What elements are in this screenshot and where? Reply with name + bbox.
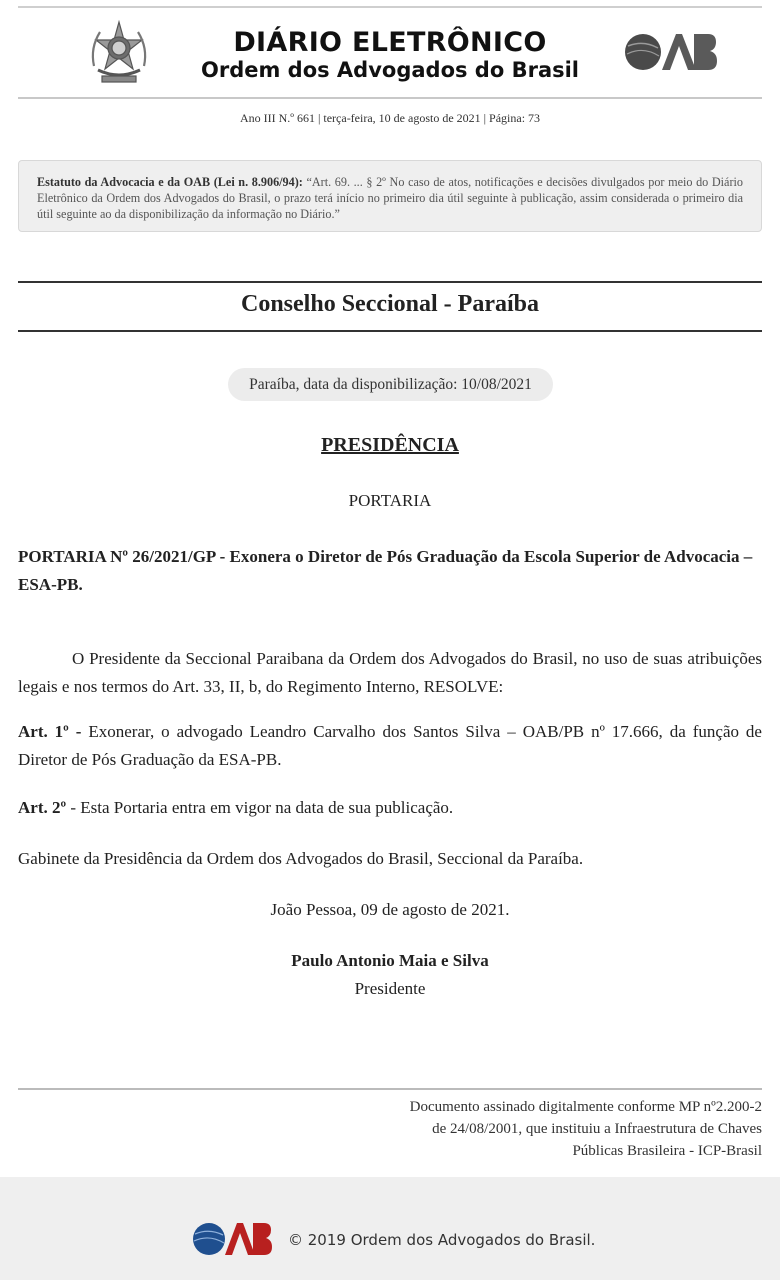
document-type: PORTARIA [348, 491, 432, 510]
preamble-text: O Presidente da Seccional Paraibana da Ordem dos Advogados do Brasil, no uso de suas atribuições legais e nos termos do Art. 33, II, b, do Regimento Interno, RESOLVE: [18, 649, 762, 696]
place-date: João Pessoa, 09 de agosto de 2021. [270, 900, 510, 919]
section-divider-top [18, 281, 762, 283]
header [18, 10, 762, 96]
preamble-paragraph [18, 645, 762, 701]
article-1-label: Art. 1º - [18, 722, 82, 741]
oab-logo-icon [624, 32, 718, 72]
signer-role: Presidente [354, 979, 426, 998]
top-divider [18, 6, 762, 8]
portaria-heading: PORTARIA Nº 26/2021/GP - Exonera o Diretor de Pós Graduação da Escola Superior de Advocacia – ESA-PB. [18, 547, 753, 594]
availability-date-badge: Paraíba, data da disponibilização: 10/08/2021 [228, 368, 553, 401]
footer [0, 1177, 780, 1280]
journal-subtitle: Ordem dos Advogados do Brasil [200, 58, 580, 82]
article-1 [18, 718, 762, 774]
legal-notice [18, 160, 762, 232]
article-2-label: Art. 2º [18, 798, 67, 817]
signer-name: Paulo Antonio Maia e Silva [291, 951, 489, 970]
article-2-text: - Esta Portaria entra em vigor na data de sua publicação. [66, 798, 454, 817]
copyright-text: © 2019 Ordem dos Advogados do Brasil. [288, 1231, 596, 1249]
section-title: Conselho Seccional - Paraíba [241, 291, 539, 317]
edition-info: Ano III N.º 661 | terça-feira, 10 de agosto de 2021 | Página: 73 [239, 111, 541, 125]
unit-heading: PRESIDÊNCIA [321, 434, 459, 456]
digital-signature-note: Documento assinado digitalmente conforme MP nº2.200-2 de 24/08/2001, que instituiu a Infraestrutura de Chaves Públicas Brasileira - ICP-Brasil [409, 1099, 762, 1159]
notice-text: “Art. 69. ... § 2º No caso de atos, notificações e decisões divulgados por meio do Diário Eletrônico da Ordem dos Advogados do Brasil, o prazo terá início no primeiro dia útil seguinte à publicação, assim considerada o primeiro dia útil seguinte ao da disponibilização da informação no Diário.” [37, 175, 743, 221]
header-divider [18, 97, 762, 99]
section-divider-bottom [18, 330, 762, 332]
article-2 [18, 794, 762, 822]
article-1-text: Exonerar, o advogado Leandro Carvalho dos Santos Silva – OAB/PB nº 17.666, da função de Diretor de Pós Graduação da ESA-PB. [18, 722, 762, 769]
closing-paragraph: Gabinete da Presidência da Ordem dos Advogados do Brasil, Seccional da Paraíba. [18, 849, 584, 868]
journal-title: DIÁRIO ELETRÔNICO [233, 27, 547, 58]
footer-divider [18, 1088, 762, 1090]
oab-footer-logo-icon [192, 1221, 272, 1257]
notice-law-reference: Estatuto da Advocacia e da OAB (Lei n. 8.906/94): [37, 175, 303, 189]
